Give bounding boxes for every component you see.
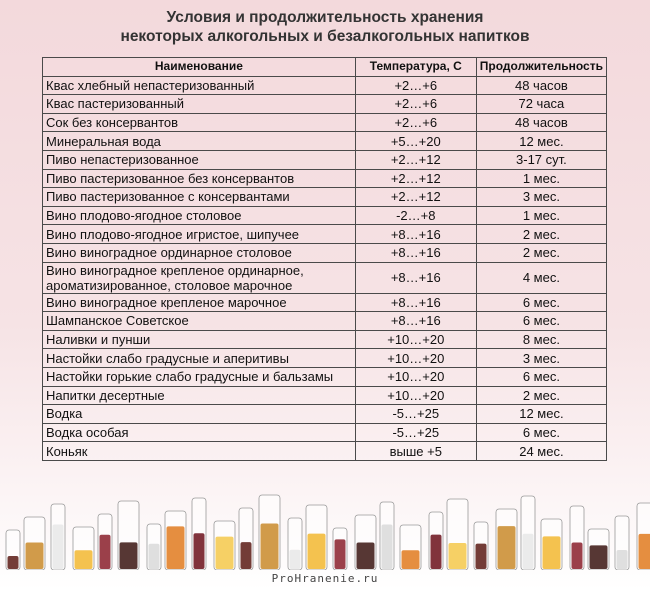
duration-cell: 1 мес. (476, 206, 606, 225)
duration-cell: 3-17 сут. (476, 150, 606, 169)
drink-liquid-icon (120, 542, 138, 569)
drink-name-cell: Вино плодово-ягодное игристое, шипучее (43, 225, 356, 244)
table-row (43, 442, 607, 461)
table-row (43, 262, 607, 293)
drink-name-cell: Коньяк (43, 442, 356, 461)
drink-liquid-icon (449, 543, 467, 569)
drink-liquid-icon (261, 524, 279, 570)
drink-liquid-icon (100, 535, 111, 569)
temperature-cell: +5…+20 (355, 132, 476, 151)
duration-cell: 3 мес. (476, 188, 606, 207)
table-row (43, 169, 607, 188)
drink-liquid-icon (75, 550, 93, 569)
drink-name-cell: Вино виноградное крепленое марочное (43, 293, 356, 312)
table-body (43, 76, 607, 460)
temperature-cell: +2…+12 (355, 169, 476, 188)
table-row (43, 132, 607, 151)
storage-table (42, 57, 607, 461)
duration-cell: 6 мес. (476, 293, 606, 312)
temperature-cell: +2…+6 (355, 76, 476, 95)
duration-cell: 6 мес. (476, 312, 606, 331)
table-row (43, 243, 607, 262)
duration-cell: 72 часа (476, 95, 606, 114)
drink-liquid-icon (498, 526, 516, 569)
site-watermark: ProHranenie.ru (271, 572, 379, 585)
table-row (43, 206, 607, 225)
drink-liquid-icon (639, 534, 650, 569)
drink-name-cell: Шампанское Советское (43, 312, 356, 331)
temperature-cell: +10…+20 (355, 330, 476, 349)
duration-cell: 8 мес. (476, 330, 606, 349)
drink-liquid-icon (308, 534, 326, 569)
drink-name-cell: Настойки слабо градусные и аперитивы (43, 349, 356, 368)
drink-liquid-icon (8, 556, 19, 569)
drink-liquid-icon (216, 537, 234, 569)
duration-cell: 6 мес. (476, 367, 606, 386)
table-row (43, 113, 607, 132)
drink-liquid-icon (290, 550, 301, 569)
table-row (43, 225, 607, 244)
drink-liquid-icon (357, 543, 375, 570)
table-row (43, 405, 607, 424)
table-row (43, 95, 607, 114)
table-row (43, 150, 607, 169)
duration-cell: 2 мес. (476, 243, 606, 262)
table-row (43, 423, 607, 442)
drink-name-cell: Квас хлебный непастеризованный (43, 76, 356, 95)
temperature-cell: +10…+20 (355, 386, 476, 405)
drink-liquid-icon (241, 542, 252, 569)
duration-cell: 48 часов (476, 76, 606, 95)
temperature-cell: -5…+25 (355, 423, 476, 442)
drink-liquid-icon (402, 550, 420, 569)
drink-liquid-icon (543, 536, 561, 569)
table-row (43, 312, 607, 331)
drink-liquid-icon (335, 539, 346, 569)
duration-cell: 2 мес. (476, 386, 606, 405)
table-row (43, 188, 607, 207)
temperature-cell: выше +5 (355, 442, 476, 461)
drink-liquid-icon (617, 550, 628, 569)
table-row (43, 76, 607, 95)
header-name: Наименование (43, 58, 356, 77)
temperature-cell: +2…+12 (355, 188, 476, 207)
table-row (43, 330, 607, 349)
duration-cell: 48 часов (476, 113, 606, 132)
drink-name-cell: Вино виноградное ординарное столовое (43, 243, 356, 262)
drink-name-cell: Вино плодово-ягодное столовое (43, 206, 356, 225)
temperature-cell: -5…+25 (355, 405, 476, 424)
drink-liquid-icon (572, 542, 583, 569)
duration-cell: 12 мес. (476, 132, 606, 151)
drink-name-cell: Пиво пастеризованное без консервантов (43, 169, 356, 188)
drink-liquid-icon (476, 544, 487, 569)
drink-name-cell: Водка особая (43, 423, 356, 442)
drink-liquid-icon (431, 535, 442, 569)
temperature-cell: +2…+6 (355, 113, 476, 132)
temperature-cell: -2…+8 (355, 206, 476, 225)
drink-liquid-icon (149, 544, 160, 569)
page-title (0, 8, 650, 46)
header-temperature: Температура, С (355, 58, 476, 77)
duration-cell: 3 мес. (476, 349, 606, 368)
drink-name-cell: Вино виноградное крепленое ординарное, ароматизированное, столовое марочное (43, 262, 356, 293)
temperature-cell: +8…+16 (355, 293, 476, 312)
title-line-1: Условия и продолжительность хранения (166, 9, 484, 26)
drink-liquid-icon (53, 524, 64, 569)
drink-name-cell: Напитки десертные (43, 386, 356, 405)
temperature-cell: +8…+16 (355, 243, 476, 262)
temperature-cell: +10…+20 (355, 349, 476, 368)
drink-name-cell: Квас пастеризованный (43, 95, 356, 114)
duration-cell: 4 мес. (476, 262, 606, 293)
drink-name-cell: Настойки горькие слабо градусные и бальзамы (43, 367, 356, 386)
table-row (43, 367, 607, 386)
duration-cell: 24 мес. (476, 442, 606, 461)
drink-liquid-icon (194, 533, 205, 569)
duration-cell: 12 мес. (476, 405, 606, 424)
drink-name-cell: Пиво пастеризованное с консервантами (43, 188, 356, 207)
duration-cell: 1 мес. (476, 169, 606, 188)
drink-liquid-icon (167, 526, 185, 569)
table-row (43, 386, 607, 405)
drinks-glasses-illustration (0, 490, 650, 570)
table-header-row (43, 58, 607, 77)
drink-name-cell: Пиво непастеризованное (43, 150, 356, 169)
temperature-cell: +2…+6 (355, 95, 476, 114)
temperature-cell: +8…+16 (355, 312, 476, 331)
drink-liquid-icon (26, 542, 44, 569)
duration-cell: 6 мес. (476, 423, 606, 442)
temperature-cell: +2…+12 (355, 150, 476, 169)
drink-liquid-icon (590, 545, 608, 569)
duration-cell: 2 мес. (476, 225, 606, 244)
temperature-cell: +8…+16 (355, 262, 476, 293)
temperature-cell: +8…+16 (355, 225, 476, 244)
temperature-cell: +10…+20 (355, 367, 476, 386)
table-row (43, 349, 607, 368)
drink-name-cell: Наливки и пунши (43, 330, 356, 349)
drink-name-cell: Минеральная вода (43, 132, 356, 151)
drink-name-cell: Водка (43, 405, 356, 424)
header-duration: Продолжительность (476, 58, 606, 77)
drink-name-cell: Сок без консервантов (43, 113, 356, 132)
drink-liquid-icon (382, 524, 393, 569)
title-line-2: некоторых алкогольных и безалкогольных напитков (120, 28, 530, 45)
table-row (43, 293, 607, 312)
drink-liquid-icon (523, 534, 534, 569)
